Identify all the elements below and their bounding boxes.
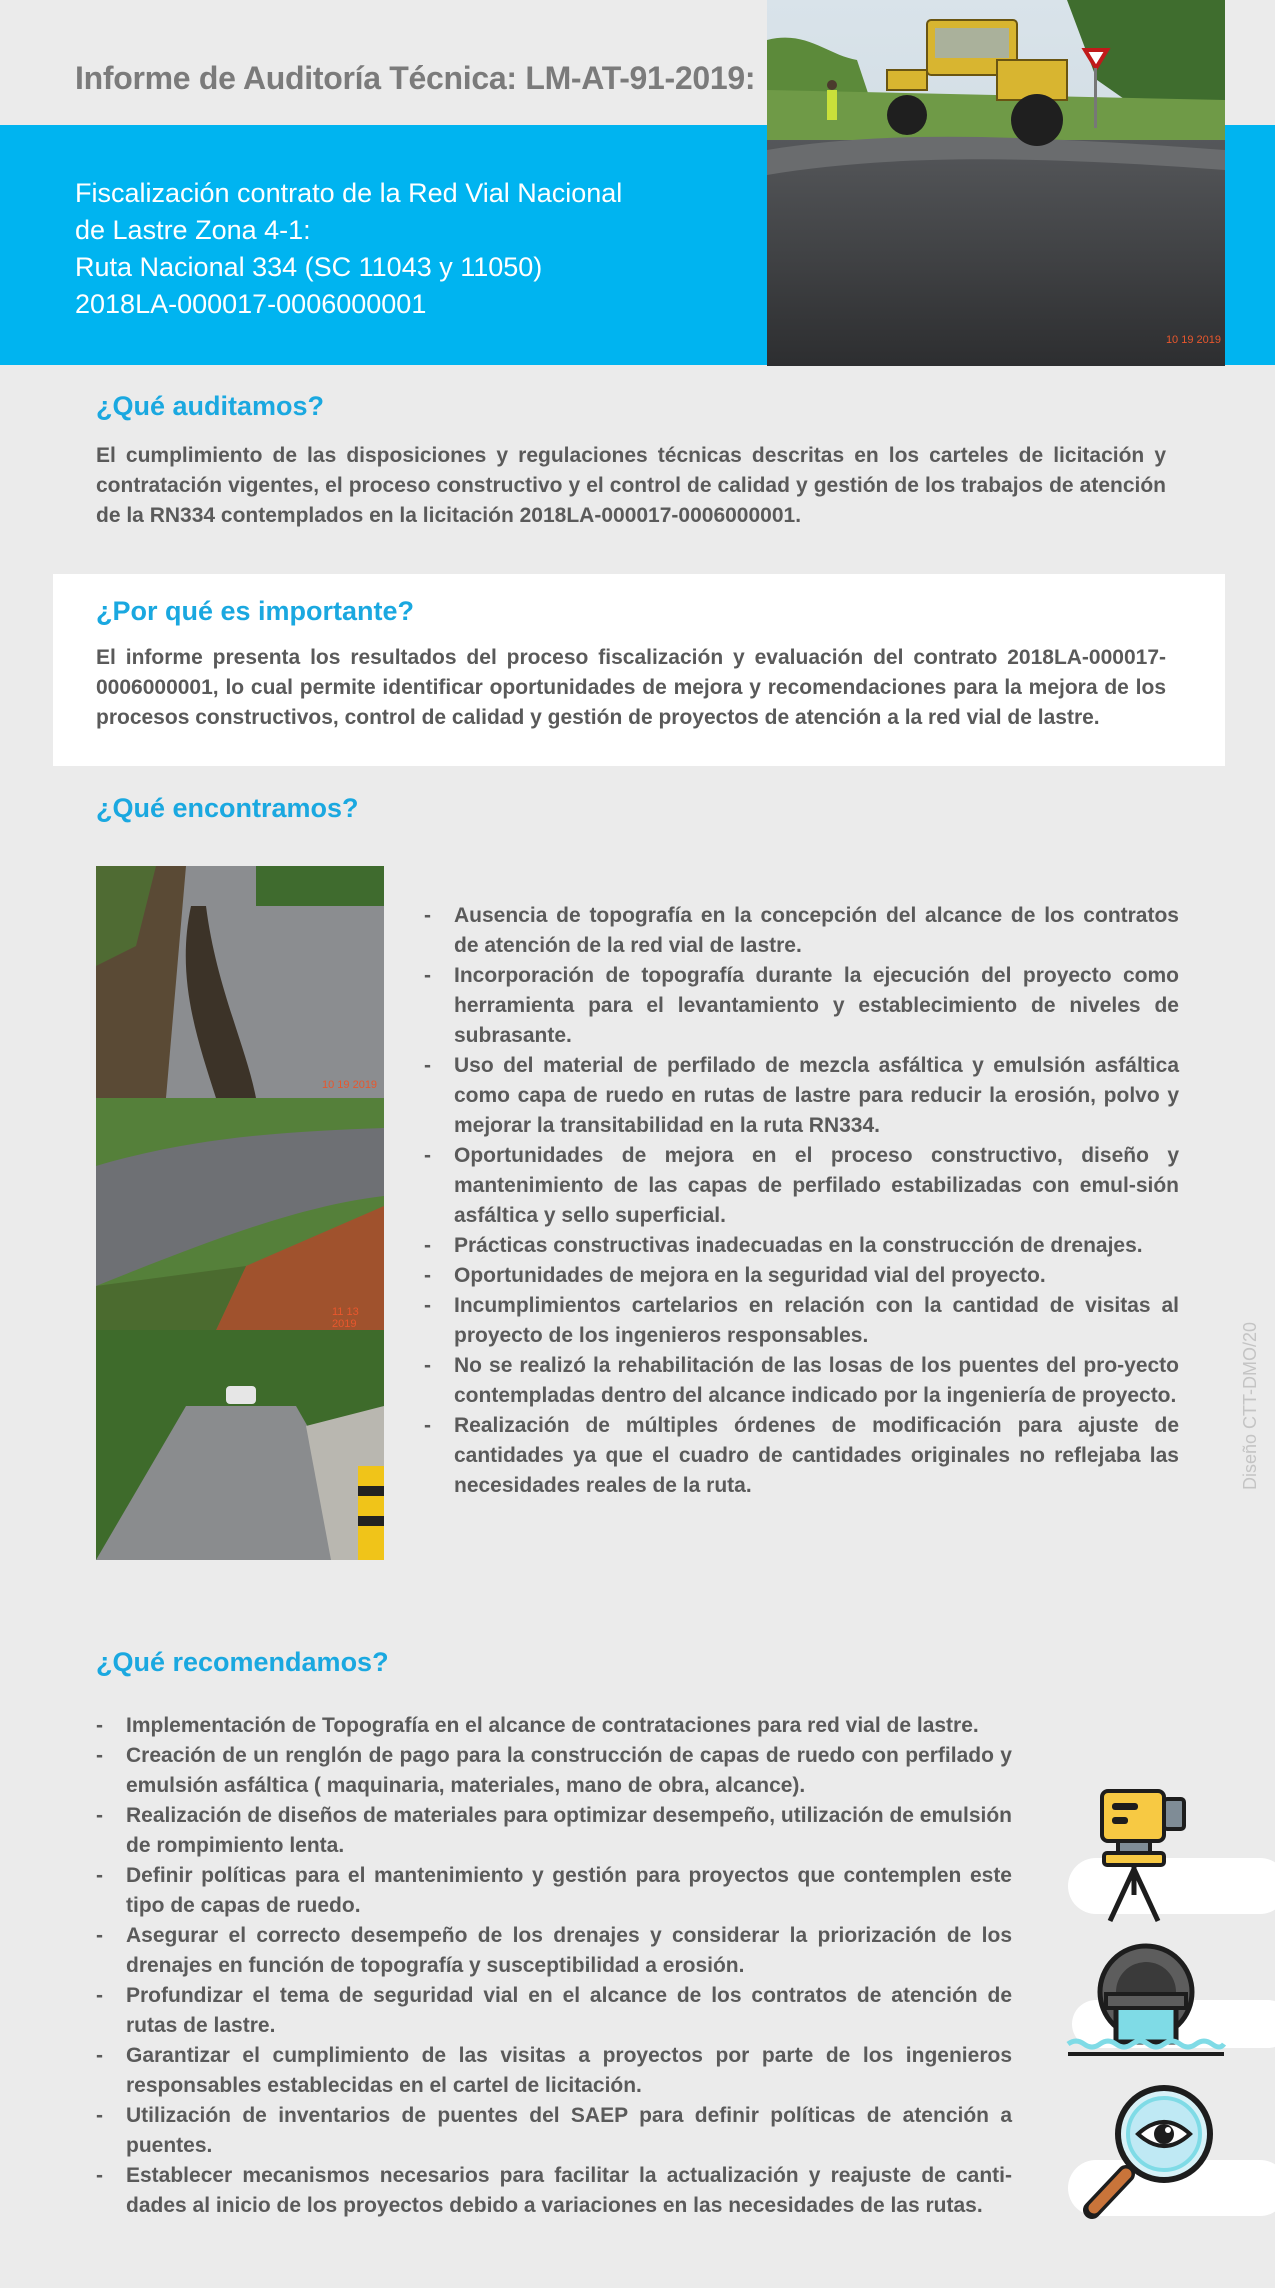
recommendations-heading: ¿Qué recomendamos?	[96, 1647, 389, 1677]
list-item: - Incumplimientos cartelarios en relación con la cantidad de visitas al proyecto de los ingenieros responsables.	[424, 1291, 1179, 1351]
list-item: - Creación de un renglón de pago para la construcción de capas de ruedo con perfilado y emulsión asfáltica ( maquinaria, materiales, mano de obra, alcance).	[96, 1741, 1012, 1801]
subtitle-line: Fiscalización contrato de la Red Vial Nacional	[75, 178, 623, 208]
list-item: - Profundizar el tema de seguridad vial en el alcance de los contratos de atención de rutas de lastre.	[96, 1981, 1012, 2041]
subtitle-line: de Lastre Zona 4-1:	[75, 215, 311, 245]
list-item: - Incorporación de topografía durante la ejecución del proyecto como herramienta para el levantamiento y establecimiento de niveles de subrasante.	[424, 961, 1179, 1051]
list-item: - Uso del material de perfilado de mezcla asfáltica y emulsión asfáltica como capa de ruedo en rutas de lastre para reducir la erosión, polvo y mejorar la transitabilidad en la ruta RN334.	[424, 1051, 1179, 1141]
list-item: - No se realizó la rehabilitación de las losas de los puentes del pro-yecto contempladas dentro del alcance indicado por la ingeniería de proyecto.	[424, 1351, 1179, 1411]
list-item: - Prácticas constructivas inadecuadas en la construcción de drenajes.	[424, 1231, 1179, 1261]
report-title: Informe de Auditoría Técnica: LM-AT-91-2019:	[75, 60, 756, 96]
list-item: - Garantizar el cumplimiento de las visitas a proyectos por parte de los ingenieros responsables establecidas en el cartel de licitación.	[96, 2041, 1012, 2101]
findings-heading: ¿Qué encontramos?	[96, 793, 359, 823]
findings-photo-strip	[96, 866, 384, 1560]
findings-photo-3	[96, 1330, 384, 1560]
findings-photo-1	[96, 866, 384, 1098]
audit-text: El cumplimiento de las disposiciones y regulaciones técnicas descritas en los carteles de licitación y contratación vigentes, el proceso constructivo y el control de calidad y gestión de los trabajos de atención de la RN334 contemplados en la licitación 2018LA-000017-0006000001.	[96, 444, 1166, 527]
findings-photo-date: 11 13 2019	[332, 1306, 359, 1330]
hero-photo-date: 10 19 2019	[1165, 334, 1221, 346]
magnifier-eye-icon	[1082, 2082, 1222, 2222]
audit-heading: ¿Qué auditamos?	[96, 391, 325, 421]
recommendations-list	[96, 1711, 1012, 2221]
findings-photo-2	[96, 1098, 384, 1330]
report-subtitle	[75, 175, 715, 323]
findings-photo-date: 10 19 2019	[322, 1079, 378, 1091]
list-item: - Realización de diseños de materiales para optimizar desempeño, utilización de emulsión de rompimiento lenta.	[96, 1801, 1012, 1861]
list-item: - Definir políticas para el mantenimiento y gestión para proyectos que contemplen este tipo de capas de ruedo.	[96, 1861, 1012, 1921]
importance-heading: ¿Por qué es importante?	[96, 596, 415, 626]
surveying-level-icon	[1090, 1785, 1200, 1925]
list-item: - Oportunidades de mejora en la seguridad vial del proyecto.	[424, 1261, 1179, 1291]
findings-list	[424, 901, 1179, 1501]
list-item: - Realización de múltiples órdenes de modificación para ajuste de cantidades ya que el cuadro de cantidades originales no reflejaba las necesidades reales de la ruta.	[424, 1411, 1179, 1501]
importance-text: El informe presenta los resultados del proceso fiscalización y evaluación del contrato 2018LA-000017-0006000001, lo cual permite identificar oportunidades de mejora y recomendaciones para la mejora de los procesos constructivos, control de calidad y gestión de proyectos de atención a la red vial de lastre.	[96, 646, 1166, 729]
list-item: - Utilización de inventarios de puentes del SAEP para definir políticas de atención a puentes.	[96, 2101, 1012, 2161]
list-item: - Establecer mecanismos necesarios para facilitar la actualización y reajuste de canti-dades al inicio de los proyectos debido a variaciones en las necesidades de las rutas.	[96, 2161, 1012, 2221]
subtitle-line: 2018LA-000017-0006000001	[75, 289, 427, 319]
list-item: - Implementación de Topografía en el alcance de contrataciones para red vial de lastre.	[96, 1711, 1012, 1741]
subtitle-line: Ruta Nacional 334 (SC 11043 y 11050)	[75, 252, 543, 282]
list-item: - Asegurar el correcto desempeño de los drenajes y considerar la priorización de los drenajes en función de topografía y susceptibilidad a erosión.	[96, 1921, 1012, 1981]
list-item: - Oportunidades de mejora en el proceso constructivo, diseño y mantenimiento de las capas de perfilado estabilizadas con emul-sión asfáltica y sello superficial.	[424, 1141, 1179, 1231]
design-credit: Diseño CTT-DMO/20	[1240, 1321, 1260, 1490]
list-item: - Ausencia de topografía en la concepción del alcance de los contratos de atención de la red vial de lastre.	[424, 901, 1179, 961]
hero-road-grader-photo	[767, 0, 1225, 366]
drainage-pipe-icon	[1066, 1942, 1226, 2062]
